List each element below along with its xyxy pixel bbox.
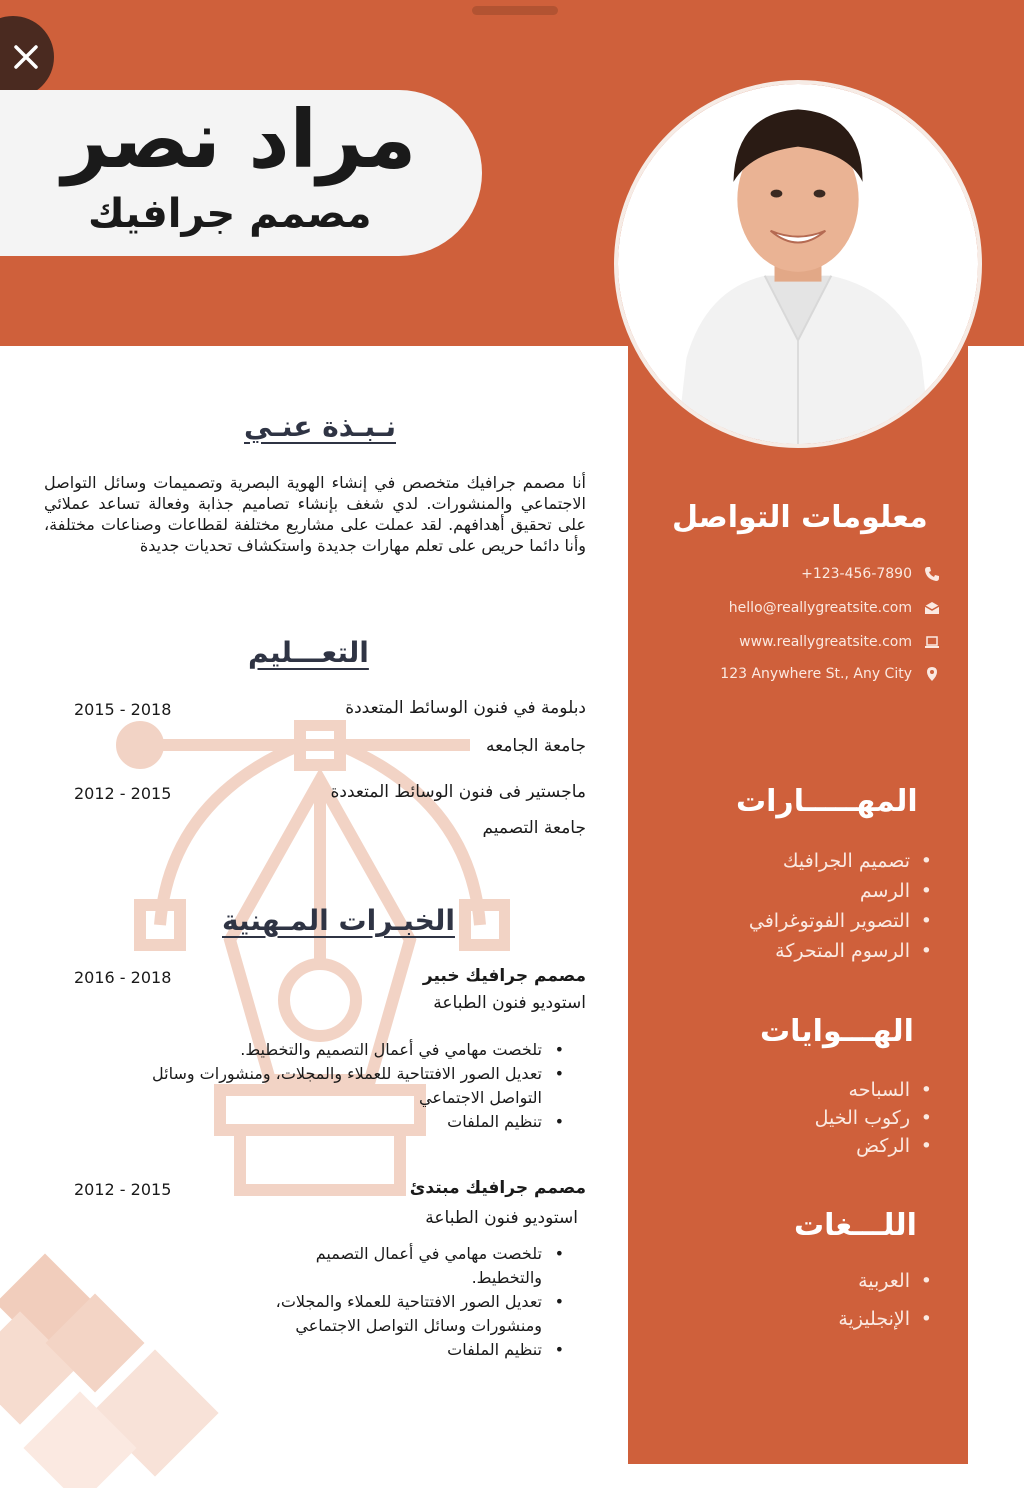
education-degree-1: دبلومة في فنون الوسائط المتعددة bbox=[345, 698, 586, 718]
skill-item: • تصميم الجرافيك bbox=[749, 846, 932, 876]
duty-item: • تعديل الصور الافتتاحية للعملاء والمجلات، ومنشورات وسائل التواصل الاجتماعي bbox=[254, 1290, 564, 1338]
education-school-2: جامعة التصميم bbox=[482, 818, 586, 838]
experience-role-1: مصمم جرافيك خبير bbox=[422, 966, 586, 986]
contact-email[interactable] bbox=[729, 600, 940, 616]
duty-item: • تنظيم الملفات bbox=[144, 1110, 564, 1134]
hobby-item: • السباحه bbox=[815, 1076, 932, 1104]
skill-item: • التصوير الفوتوغرافي bbox=[749, 906, 932, 936]
job-title: مصمم جرافيك bbox=[88, 191, 372, 237]
corner-decoration bbox=[0, 1248, 260, 1488]
location-pin-icon bbox=[924, 666, 940, 682]
experience-years-2: 2012 - 2015 bbox=[74, 1180, 172, 1199]
duty-item: • تلخصت مهامي في أعمال التصميم والتخطيط. bbox=[144, 1038, 564, 1062]
close-icon bbox=[11, 42, 41, 72]
education-years-2: 2012 - 2015 bbox=[74, 784, 172, 803]
skills-list bbox=[749, 846, 932, 966]
full-name: مراد نصر bbox=[62, 93, 417, 186]
experience-role-2: مصمم جرافيك مبتدئ bbox=[409, 1178, 586, 1198]
skill-item: • الرسم bbox=[749, 876, 932, 906]
contact-website[interactable] bbox=[739, 634, 940, 650]
experience-duties-1 bbox=[144, 1038, 564, 1134]
hobbies-title: الهـــوايات bbox=[760, 1014, 914, 1049]
skills-title: المهـــــارات bbox=[736, 784, 918, 819]
experience-company-2: استوديو فنون الطباعة bbox=[425, 1208, 578, 1228]
contact-address bbox=[720, 666, 940, 682]
mail-icon bbox=[924, 600, 940, 616]
email-text: hello@reallygreatsite.com bbox=[728, 600, 912, 616]
experience-company-1: استوديو فنون الطباعة bbox=[433, 993, 586, 1013]
drag-handle[interactable] bbox=[472, 6, 558, 15]
website-text: www.reallygreatsite.com bbox=[739, 634, 912, 650]
about-title: نـبـذة عنـي bbox=[244, 410, 396, 443]
duty-item: • تعديل الصور الافتتاحية للعملاء والمجلات، ومنشورات وسائل التواصل الاجتماعي bbox=[144, 1062, 564, 1110]
laptop-icon bbox=[924, 634, 940, 650]
phone-icon bbox=[924, 566, 940, 582]
portrait-image bbox=[618, 84, 978, 444]
phone-text: +123-456-7890 bbox=[801, 566, 912, 582]
contact-title: معلومات التواصل bbox=[672, 500, 928, 535]
education-years-1: 2015 - 2018 bbox=[74, 700, 172, 719]
languages-list bbox=[838, 1262, 932, 1338]
contact-phone[interactable] bbox=[801, 566, 940, 582]
language-item: • العربية bbox=[838, 1262, 932, 1300]
experience-years-1: 2016 - 2018 bbox=[74, 968, 172, 987]
duty-item: • تنظيم الملفات bbox=[254, 1338, 564, 1362]
skill-item: • الرسوم المتحركة bbox=[749, 936, 932, 966]
profile-photo bbox=[614, 80, 982, 448]
education-title: التعـــليم bbox=[248, 636, 369, 669]
hobby-item: • الركض bbox=[815, 1132, 932, 1160]
language-item: • الإنجليزية bbox=[838, 1300, 932, 1338]
hobbies-list bbox=[815, 1076, 932, 1160]
duty-item: • تلخصت مهامي في أعمال التصميم والتخطيط. bbox=[254, 1242, 564, 1290]
education-degree-2: ماجستير فى فنون الوسائط المتعددة bbox=[330, 782, 586, 802]
education-school-1: جامعة الجامعه bbox=[486, 736, 586, 756]
experience-duties-2 bbox=[254, 1242, 564, 1362]
about-text: أنا مصمم جرافيك متخصص في إنشاء الهوية البصرية وتصميمات وسائل التواصل الاجتماعي والمنشورات. لدي شغف بإنشاء تصاميم جذابة وفعالة تساعد عملائي على تحقيق أهدافهم. لقد عملت على مشاريع مختلفة لقطاعات وصناعات مختلفة، وأنا دائما حريص على تعلم مهارات جديدة واستكشاف تحديات جديدة bbox=[44, 473, 586, 555]
address-text: 123 Anywhere St., Any City bbox=[720, 666, 912, 682]
languages-title: اللـــغات bbox=[794, 1208, 917, 1243]
hobby-item: • ركوب الخيل bbox=[815, 1104, 932, 1132]
experience-title: الخبـرات المـهنية bbox=[222, 904, 455, 937]
